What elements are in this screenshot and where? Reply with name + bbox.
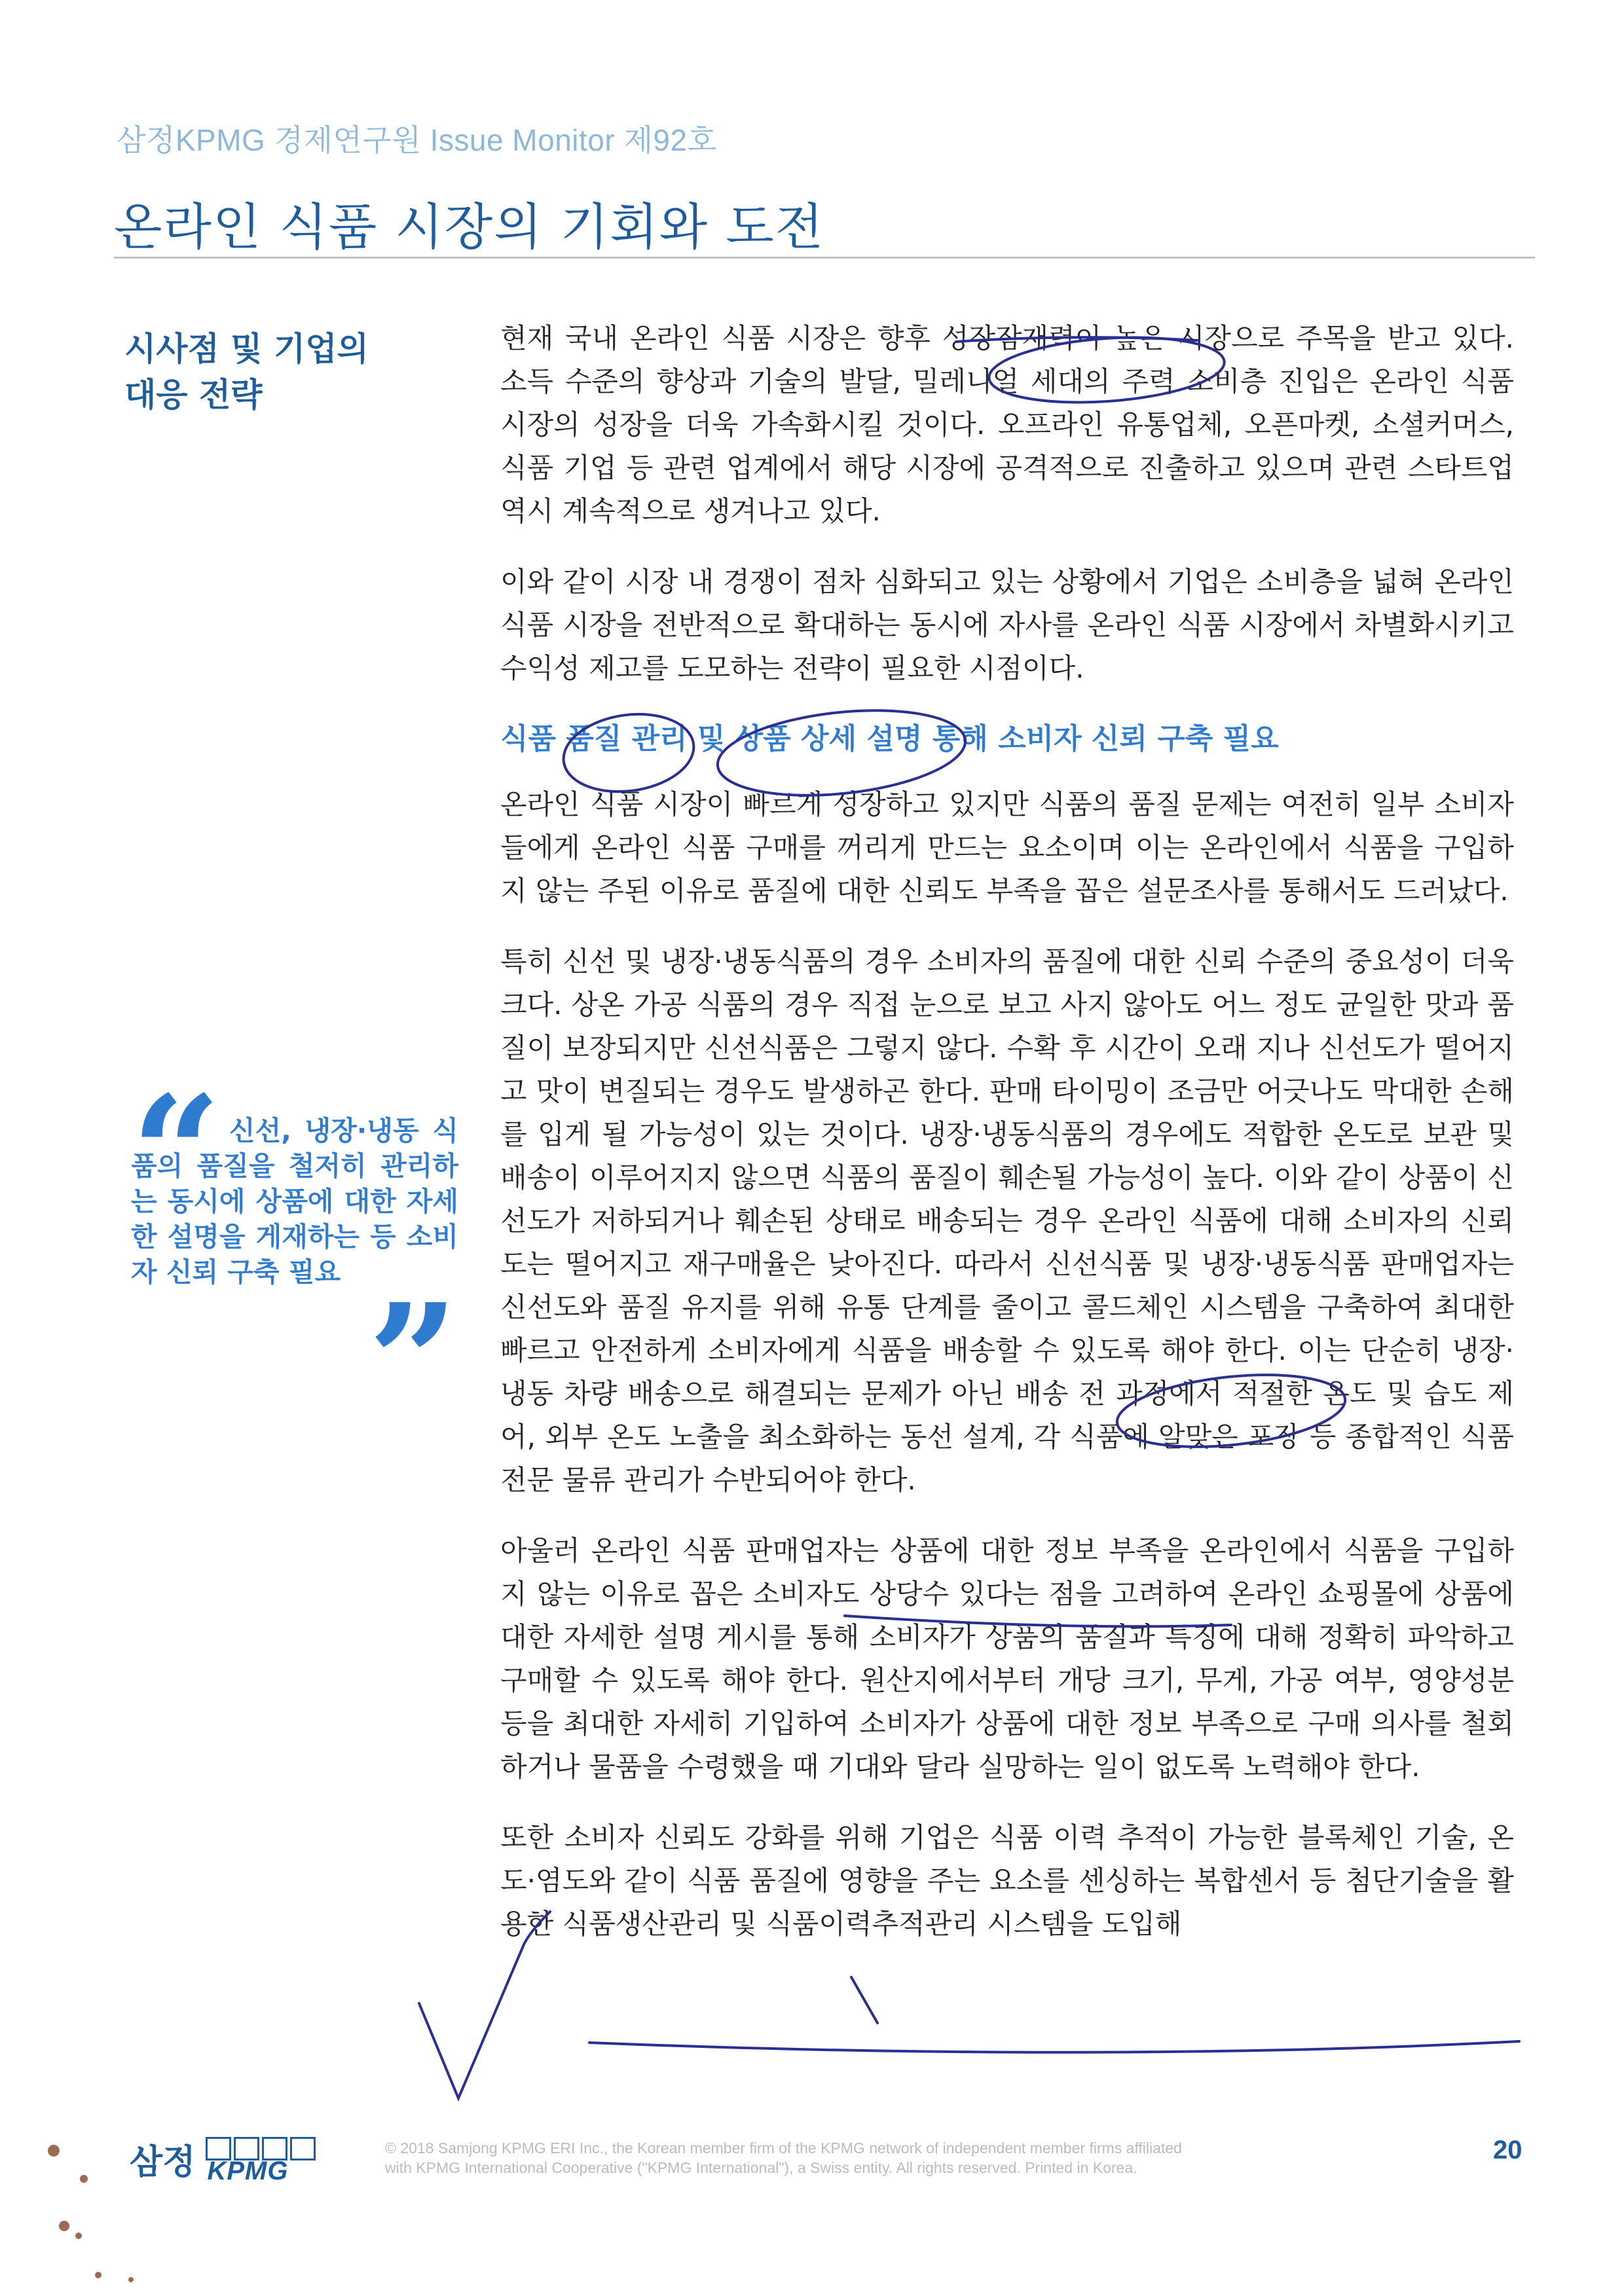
body-paragraph-5: 아울러 온라인 식품 판매업자는 상품에 대한 정보 부족을 온라인에서 식품을 구입하지 않는 이유로 꼽은 소비자도 상당수 있다는 점을 고려하여 온라인 쇼핑몰에 상품에 대한 자세한 설명 게시를 통해 소비자가 상품의 품질과 특징에 대해 정확히 파악하고 구매할 수 있도록 해야 한다. 원산지에서부터 개당 크기, 무게, 가공 여부, 영양성분 등을 최대한 자세히 기입하여 소비자가 상품에 대한 정보 부족으로 구매 의사를 철회하거나 물품을 수령했을 때 기대와 달라 실망하는 일이 없도록 노력해야 한다. [500, 1535, 1514, 1783]
underline-annotation-sensor [589, 2041, 1519, 2052]
copyright-line-2: with KPMG International Cooperative ("KPMG International"), a Swiss entity. All rights reserved. Printed in Korea. [385, 2159, 1137, 2176]
section-heading [124, 326, 426, 418]
report-series-label: 삼정KPMG 경제연구원 Issue Monitor 제92호 [117, 123, 717, 157]
open-quote-icon: “ [131, 1061, 222, 1246]
section-heading-line-1: 시사점 및 기업의 [124, 330, 369, 368]
body-paragraph-1: 현재 국내 온라인 식품 시장은 향후 성장잠재력이 높은 시장으로 주목을 받고 있다. 소득 수준의 향상과 기술의 발달, 밀레니얼 세대의 주력 소비층 진입은 온라인 식품 시장의 성장을 더욱 가속화시킬 것이다. 오프라인 유통업체, 오픈마켓, 소셜커머스, 식품 기업 등 관련 업계에서 해당 시장에 공격적으로 진출하고 있으며 관련 스타트업 역시 계속적으로 생겨나고 있다. [500, 322, 1514, 527]
body-paragraph-6: 또한 소비자 신뢰도 강화를 위해 기업은 식품 이력 추적이 가능한 블록체인 기술, 온도·염도와 같이 식품 품질에 영향을 주는 요소를 센싱하는 복합센서 등 첨단기술을 활용한 식품생산관리 및 식품이력추적관리 시스템을 도입해 [500, 1821, 1514, 1940]
logo-samjong-text: 삼정 [130, 2143, 196, 2182]
paper-stains [48, 2145, 134, 2282]
pen-stroke-annotation [851, 1977, 877, 2023]
sub-heading: 식품 품질 관리 및 상품 상세 설명 통해 소비자 신뢰 구축 필요 [500, 722, 1279, 756]
copyright-notice [385, 2138, 1367, 2178]
body-paragraph-2: 이와 같이 시장 내 경쟁이 점차 심화되고 있는 상황에서 기업은 소비층을 넓혀 온라인 식품 시장을 전반적으로 확대하는 동시에 자사를 온라인 식품 시장에서 차별화시키고 수익성 제고를 도모하는 전략이 필요한 시점이다. [500, 566, 1514, 684]
section-heading-line-2: 대응 전략 [124, 376, 263, 414]
pull-quote [131, 1061, 465, 1454]
kpmg-logo [206, 2137, 304, 2185]
main-content [500, 317, 1514, 1973]
page-number: 20 [1493, 2136, 1522, 2164]
close-quote-icon: ” [367, 1269, 458, 1454]
copyright-line-1: © 2018 Samjong KPMG ERI Inc., the Korean member firm of the KPMG network of independent member firms affiliated [385, 2140, 1182, 2157]
pull-quote-box-text [131, 1113, 458, 1290]
samjong-kpmg-logo [130, 2134, 304, 2183]
body-paragraph-3: 온라인 식품 시장이 빠르게 성장하고 있지만 식품의 품질 문제는 여전히 일부 소비자들에게 온라인 식품 구매를 꺼리게 만드는 요소이며 이는 온라인에서 식품을 구입하지 않는 주된 이유로 품질에 대한 신뢰도 부족을 꼽은 설문조사를 통해서도 드러났다. [500, 788, 1514, 907]
page-title: 온라인 식품 시장의 기회와 도전 [114, 198, 825, 256]
logo-kpmg-text: KPMG [207, 2156, 289, 2185]
body-paragraph-4: 특히 신선 및 냉장·냉동식품의 경우 소비자의 품질에 대한 신뢰 수준의 중요성이 더욱 크다. 상온 가공 식품의 경우 직접 눈으로 보고 사지 않아도 어느 정도 균일한 맛과 품질이 보장되지만 신선식품은 그렇지 않다. 수확 후 시간이 오래 지나 신선도가 떨어지고 맛이 변질되는 경우도 발생하곤 한다. 판매 타이밍이 조금만 어긋나도 막대한 손해를 입게 될 가능성이 있는 것이다. 냉장·냉동식품의 경우에도 적합한 온도로 보관 및 배송이 이루어지지 않으면 식품의 품질이 훼손될 가능성이 높다. 이와 같이 상품이 신선도가 저하되거나 훼손된 상태로 배송되는 경우 온라인 식품에 대해 소비자의 신뢰도는 떨어지고 재구매율은 낮아진다. 따라서 신선식품 및 냉장·냉동식품 판매업자는 신선도와 품질 유지를 위해 유통 단계를 줄이고 콜드체인 시스템을 구축하여 최대한 빠르고 안전하게 소비자에게 식품을 배송할 수 있도록 해야 한다. 이는 단순히 냉장·냉동 차량 배송으로 해결되는 문제가 아닌 배송 전 과정에서 적절한 온도 및 습도 제어, 외부 온도 노출을 최소화하는 동선 설계, 각 식품에 알맞은 포장 등 종합적인 식품 전문 물류 관리가 수반되어야 한다. [500, 945, 1514, 1496]
pull-quote-text: 신선, 냉장·냉동 식품의 품질을 철저히 관리하는 동시에 상품에 대한 자세한 설명을 게재하는 등 소비자 신뢰 구축 필요 [131, 1115, 458, 1288]
header-divider [114, 257, 1535, 259]
